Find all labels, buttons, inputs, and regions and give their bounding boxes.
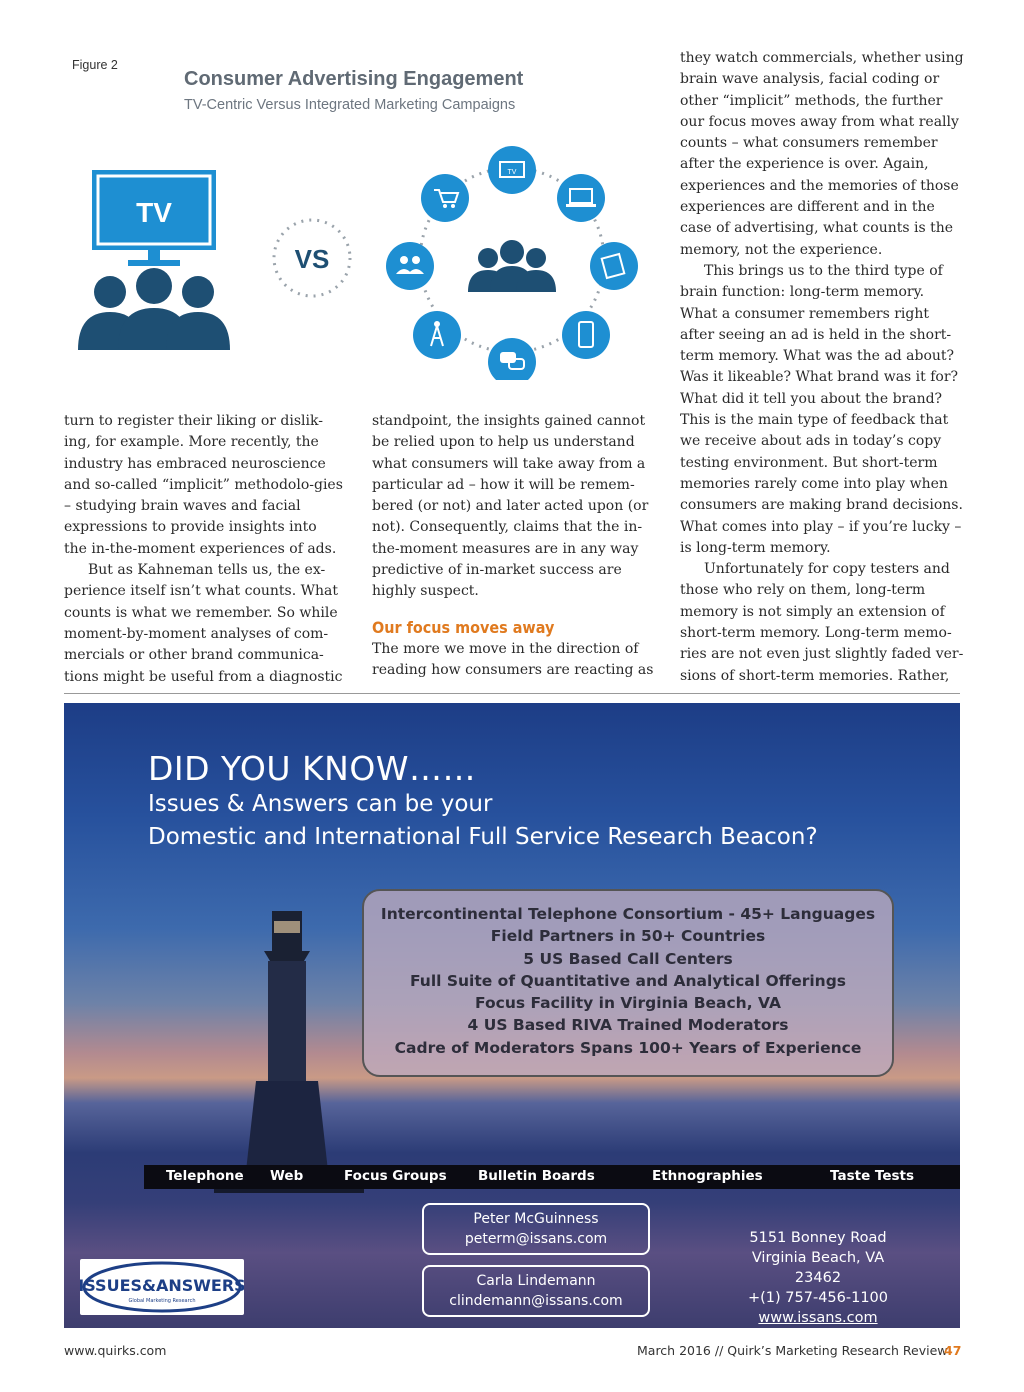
contact-name: Peter McGuinness <box>473 1211 599 1227</box>
tv-channel-icon <box>488 146 536 194</box>
vs-label: VS <box>294 244 330 274</box>
figure-illustration <box>64 140 664 380</box>
col1-paragraph: turn to register their liking or dislik-ing, for example. More recently, the industry has embraced neuroscience and so-called “implicit” methodolo-gies – studying brain waves and facial expressions to provide insights into the in-the-moment experiences of ads. <box>64 413 343 557</box>
service-label: Ethnographies <box>652 1168 763 1184</box>
address-city: Virginia Beach, VA 23462 <box>751 1250 885 1286</box>
footer-publication: March 2016 // Quirk’s Marketing Research Review <box>637 1343 948 1358</box>
service-label: Bulletin Boards <box>478 1168 595 1184</box>
service-label: Focus Groups <box>344 1168 447 1184</box>
contact-email[interactable]: clindemann@issans.com <box>449 1293 623 1309</box>
audience-icon <box>78 268 230 350</box>
article-column-1 <box>64 411 344 688</box>
newspaper-icon <box>590 242 638 290</box>
figure-title: Consumer Advertising Engagement <box>184 68 524 90</box>
figure-subtitle: TV-Centric Versus Integrated Marketing Campaigns <box>184 97 516 113</box>
chat-icon <box>488 338 536 380</box>
ad-headline: DID YOU KNOW…… <box>148 749 476 788</box>
tv-icon <box>92 170 216 266</box>
laptop-icon <box>557 174 605 222</box>
capability-item: Cadre of Moderators Spans 100+ Years of Experience <box>394 1038 862 1057</box>
capability-item: 5 US Based Call Centers <box>523 949 733 968</box>
advertisement <box>64 703 960 1328</box>
col3-paragraph: they watch commercials, whether using brain wave analysis, facial coding or other “implicit” methods, the further our focus moves away from what really counts – what consumers remember after the experience is over. Again, experiences and the memories of those experiences are different and in the case of advertising, what counts is the memory, not the experience. <box>680 50 964 258</box>
services-bar <box>144 1165 960 1189</box>
logo-text: ISSUES&ANSWERS <box>80 1276 244 1295</box>
capabilities-box <box>362 889 894 1077</box>
vs-icon <box>274 220 350 296</box>
lighthouse-image <box>214 903 364 1193</box>
website-link[interactable]: www.issans.com <box>758 1310 878 1326</box>
address-street: 5151 Bonney Road <box>749 1230 887 1246</box>
radio-tower-icon <box>413 311 461 359</box>
capability-item: Intercontinental Telephone Consortium - 45+ Languages <box>380 905 876 923</box>
capability-item: 4 US Based RIVA Trained Moderators <box>467 1016 789 1035</box>
group-icon <box>386 242 434 290</box>
tv-label: TV <box>136 197 172 228</box>
ad-tagline: Issues & Answers can be your <box>148 791 493 817</box>
section-subhead: Our focus moves away <box>372 617 555 637</box>
shopping-cart-icon <box>421 174 469 222</box>
col3-paragraph: This brings us to the third type of brain function: long-term memory. What a consumer remembers right after seeing an ad is held in the short-term memory. What was the ad about? Was it likeable? What brand was it for? What did it tell you about the brand? This is the main type of feedback that we receive about ads in today’s copy testing environment. But short-term memories rarely come into play when consumers are making brand decisions. What comes into play – if you’re lucky – is long-term memory. <box>680 262 963 556</box>
capability-item: Field Partners in 50+ Countries <box>490 927 766 946</box>
company-address <box>728 1228 908 1328</box>
figure-label: Figure 2 <box>72 58 118 72</box>
capability-item: Focus Facility in Virginia Beach, VA <box>475 994 781 1013</box>
capability-item: Full Suite of Quantitative and Analytical Offerings <box>409 971 847 990</box>
service-label: Taste Tests <box>830 1168 915 1184</box>
contact-card <box>422 1203 650 1255</box>
page-number: 47 <box>944 1343 962 1358</box>
article-column-3 <box>680 48 964 687</box>
ad-tagline: Domestic and International Full Service Research Beacon? <box>148 824 818 850</box>
col1-paragraph: But as Kahneman tells us, the ex-perience itself isn’t what counts. What counts is what we remember. So while moment-by-moment analyses of com-mercials or other brand communica-tions might be useful from a diagnostic <box>64 562 343 685</box>
service-label: Web <box>270 1168 304 1184</box>
service-label: Telephone <box>166 1168 244 1184</box>
article-column-2 <box>372 411 654 681</box>
mobile-phone-icon <box>562 311 610 359</box>
center-tv-label: TV <box>507 169 517 176</box>
contact-card <box>422 1265 650 1317</box>
col2-paragraph: The more we move in the direction of reading how consumers are reacting as <box>372 640 654 678</box>
contact-email[interactable]: peterm@issans.com <box>464 1231 608 1247</box>
col2-paragraph: standpoint, the insights gained cannot be relied upon to help us understand what consumers will take away from a particular ad – how it will be remem-bered (or not) and later acted upon (or not). Consequently, claims that the in-the-moment measures are in any way predictive of in-market success are highly suspect. <box>372 413 649 600</box>
divider <box>64 693 960 694</box>
logo-tagline: Global Marketing Research <box>128 1298 196 1304</box>
footer-website[interactable]: www.quirks.com <box>64 1343 167 1358</box>
people-center-icon <box>468 240 556 292</box>
contact-name: Carla Lindemann <box>476 1273 596 1289</box>
address-phone: +(1) 757-456-1100 <box>747 1290 888 1306</box>
issues-answers-logo <box>80 1259 244 1315</box>
col3-paragraph: Unfortunately for copy testers and those who rely on them, long-term memory is not simply an extension of short-term memory. Long-term memo-ries are not even just slightly faded ver-sions of short-term memories. Rather, <box>680 561 964 684</box>
